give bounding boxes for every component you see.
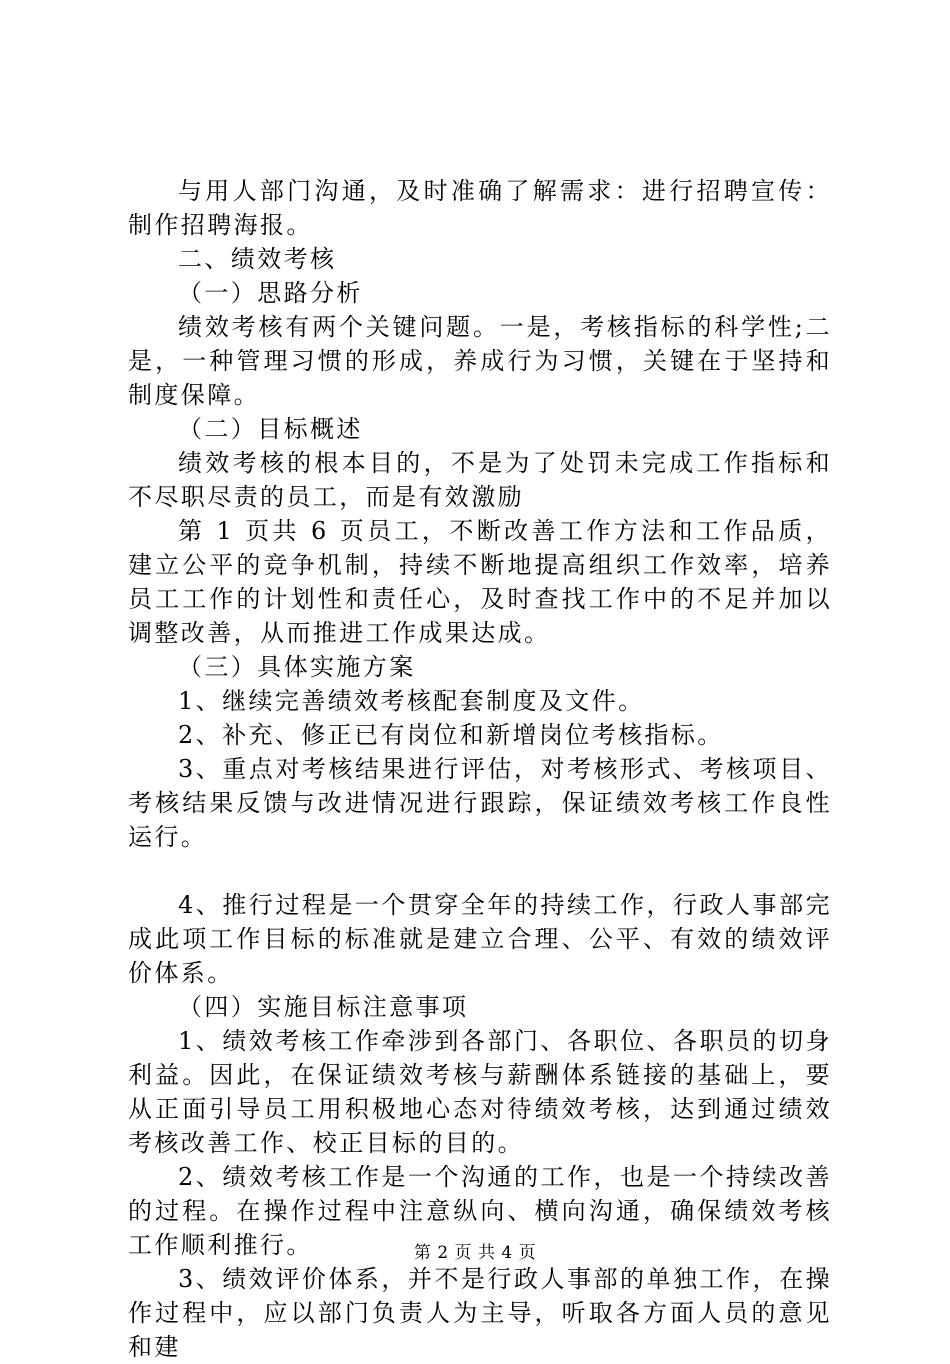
paragraph-fundamental-purpose: 绩效考核的根本目的，不是为了处罚未完成工作指标和不尽职尽责的员工，而是有效激励: [128, 449, 832, 511]
list-item-note-3: 3、绩效评价体系，并不是行政人事部的单独工作，在操作过程中，应以部门负责人为主导，听取各方面人员的意见和建: [128, 1265, 832, 1361]
list-item-plan-4: 4、推行过程是一个贯穿全年的持续工作，行政人事部完成此项工作目标的标准就是建立合理、公平、有效的绩效评价体系。: [128, 891, 832, 987]
list-item-note-2: 2、绩效考核工作是一个沟通的工作，也是一个持续改善的过程。在操作过程中注意纵向、横向沟通，确保绩效考核工作顺利推行。: [128, 1163, 832, 1259]
document-body: [128, 174, 832, 1364]
section-heading-performance-review: 二、绩效考核: [178, 245, 337, 273]
paragraph-continued-purpose: 第 1 页共 6 页员工，不断改善工作方法和工作品质，建立公平的竞争机制，持续不断地提高组织工作效率，培养员工工作的计划性和责任心，及时查找工作中的不足并加以调整改善，从而推进工作成果达成。: [128, 517, 832, 647]
paragraph-spacer: [128, 854, 832, 888]
paragraph-recruitment-communication: 与用人部门沟通，及时准确了解需求：进行招聘宣传：制作招聘海报。: [128, 177, 832, 239]
list-item-plan-2: 2、补充、修正已有岗位和新增岗位考核指标。: [178, 721, 724, 749]
subsection-heading-approach-analysis: （一）思路分析: [178, 279, 363, 307]
subsection-heading-goal-overview: （二）目标概述: [178, 415, 363, 443]
list-item-note-1: 1、绩效考核工作牵涉到各部门、各职位、各职员的切身利益。因此，在保证绩效考核与薪酬体系链接的基础上，要从正面引导员工用积极地心态对待绩效考核，达到通过绩效考核改善工作、校正目标的目的。: [128, 1027, 832, 1157]
subsection-heading-implementation-notes: （四）实施目标注意事项: [178, 993, 469, 1021]
subsection-heading-implementation-plan: （三）具体实施方案: [178, 653, 416, 681]
list-item-plan-1: 1、继续完善绩效考核配套制度及文件。: [178, 687, 645, 715]
page-number-footer: 第 2 页 共 4 页: [413, 1243, 537, 1263]
list-item-plan-3: 3、重点对考核结果进行评估，对考核形式、考核项目、考核结果反馈与改进情况进行跟踪，保证绩效考核工作良性运行。: [128, 755, 832, 851]
paragraph-key-issues: 绩效考核有两个关键问题。一是，考核指标的科学性;二是，一种管理习惯的形成，养成行为习惯，关键在于坚持和制度保障。: [128, 313, 832, 409]
